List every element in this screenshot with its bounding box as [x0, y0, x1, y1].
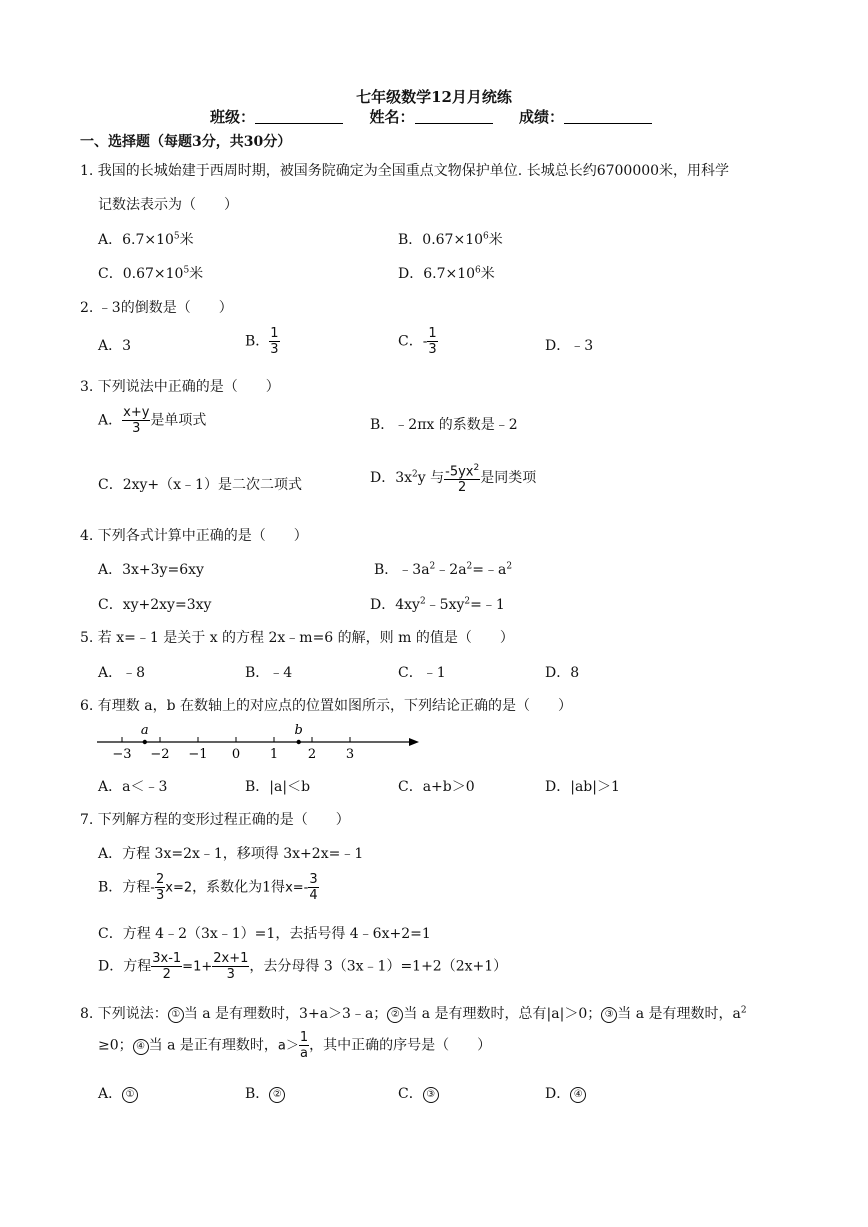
number-line-tick-label: 0 — [231, 747, 241, 762]
q8-stem-line2: ≥0； ④ 当 a 是正有理数时，a＞ $\frac{1}{a}$ ，其中正确的序号是（ ） — [98, 1030, 492, 1061]
q2-option-b[interactable]: B． $\frac{1}{3}$ — [245, 326, 279, 357]
q1-option-d[interactable]: D．$6.7\times 10^6$米 — [398, 265, 495, 282]
q7-option-d[interactable]: D．方程 $\frac{3x-1}{2}$ =1+ $\frac{2x+1}{3}$ ，去分母得 3（3x﹣1）=1+2（2x+1） — [98, 951, 508, 982]
name-label: 姓名： — [369, 108, 415, 126]
q6-option-a[interactable]: A．a＜﹣3 — [98, 779, 168, 795]
q3-option-d[interactable]: D．$3x^2y$ 与 $\frac{-5yx^2}{2}$ 是同类项 — [370, 463, 537, 496]
point-b-dot — [297, 740, 301, 744]
q3-option-c[interactable]: C．2xy+（x﹣1）是二次二项式 — [98, 477, 302, 493]
point-b-label: b — [294, 723, 303, 738]
number-line-tick-label: 3 — [345, 747, 355, 762]
q8-option-c[interactable]: C． ③ — [398, 1083, 439, 1103]
q6-option-d[interactable]: D．|ab|＞1 — [545, 779, 620, 795]
q1-option-a[interactable]: A．$6.7\times 10^5$米 — [98, 231, 194, 248]
class-blank[interactable] — [255, 109, 343, 124]
number-line-tick-label: 2 — [307, 747, 317, 762]
number-line-tick-label: 1 — [269, 747, 279, 762]
q2-stem: 2. ﹣3的倒数是（ ） — [80, 300, 233, 316]
score-label: 成绩： — [518, 108, 564, 126]
q8-option-a[interactable]: A． ① — [98, 1083, 138, 1103]
q8-option-d[interactable]: D． ④ — [545, 1083, 586, 1103]
q1-option-c[interactable]: C．$0.67\times 10^5$米 — [98, 265, 204, 282]
page-title: 七年级数学12月月统练 — [356, 88, 512, 106]
number-line-arrow — [409, 738, 419, 746]
score-blank[interactable] — [564, 109, 652, 124]
q3-option-a[interactable]: A． $\frac{x+y}{3}$ 是单项式 — [98, 405, 207, 436]
name-blank[interactable] — [415, 109, 493, 124]
q7-option-c[interactable]: C．方程 4﹣2（3x﹣1）=1，去括号得 4﹣6x+2=1 — [98, 926, 431, 942]
q4-option-d[interactable]: D．$4xy^2﹣5xy^2=﹣1$ — [370, 596, 505, 613]
q7-option-a[interactable]: A．方程 3x=2x﹣1，移项得 3x+2x=﹣1 — [98, 846, 364, 862]
q5-option-c[interactable]: C．﹣1 — [398, 665, 446, 681]
student-info-line — [210, 106, 652, 127]
q5-option-b[interactable]: B．﹣4 — [245, 665, 293, 681]
q8-option-b[interactable]: B． ② — [245, 1083, 285, 1103]
q6-option-c[interactable]: C．a+b＞0 — [398, 779, 475, 795]
q5-option-a[interactable]: A．﹣8 — [98, 665, 146, 681]
point-a-dot — [143, 740, 147, 744]
number-line-tick-label: −3 — [112, 747, 132, 762]
q6-stem: 6. 有理数 a，b 在数轴上的对应点的位置如图所示，下列结论正确的是（ ） — [80, 698, 573, 714]
q3-option-b[interactable]: B．﹣2πx 的系数是﹣2 — [370, 417, 518, 433]
q2-option-c[interactable]: C．- $\frac{1}{3}$ — [398, 326, 437, 357]
q8-stem-line1: 8. 下列说法： ① 当 a 是有理数时，3+a＞3﹣a； ② 当 a 是有理数时，总有|a|＞0； ③ 当 a 是有理数时，$a^2$ — [80, 1005, 747, 1022]
q7-option-b[interactable]: B．方程- $\frac{2}{3}$ x=2，系数化为1得x=- $\frac{3}{4}$ — [98, 872, 318, 903]
class-label: 班级： — [210, 108, 256, 126]
point-a-label: a — [140, 723, 149, 738]
q7-stem: 7. 下列解方程的变形过程正确的是（ ） — [80, 812, 350, 828]
q1-stem-line1: 1. 我国的长城始建于西周时期，被国务院确定为全国重点文物保护单位. 长城总长约6700000米，用科学 — [80, 163, 730, 179]
number-line-tick-label: −2 — [150, 747, 170, 762]
q4-stem: 4. 下列各式计算中正确的是（ ） — [80, 528, 308, 544]
number-line-tick-label: −1 — [188, 747, 208, 762]
q5-stem: 5. 若 x=﹣1 是关于 x 的方程 2x﹣m=6 的解，则 m 的值是（ ） — [80, 630, 514, 646]
q2-option-d[interactable]: D．﹣3 — [545, 338, 594, 354]
q1-stem-line2: 记数法表示为（ ） — [98, 197, 238, 213]
q4-option-c[interactable]: C．xy+2xy=3xy — [98, 597, 212, 613]
q4-option-b[interactable]: B．$﹣3a^2﹣2a^2=﹣a^2$ — [374, 561, 513, 578]
number-line — [97, 722, 427, 764]
q6-option-b[interactable]: B．|a|＜b — [245, 779, 311, 795]
q3-stem: 3. 下列说法中正确的是（ ） — [80, 379, 280, 395]
q1-option-b[interactable]: B．$0.67\times 10^6$米 — [398, 231, 503, 248]
q2-option-a[interactable]: A．3 — [98, 338, 132, 354]
q4-option-a[interactable]: A．3x+3y=6xy — [98, 562, 204, 578]
q5-option-d[interactable]: D．8 — [545, 665, 580, 681]
section-title: 一、选择题（每题3分，共30分） — [80, 134, 292, 150]
